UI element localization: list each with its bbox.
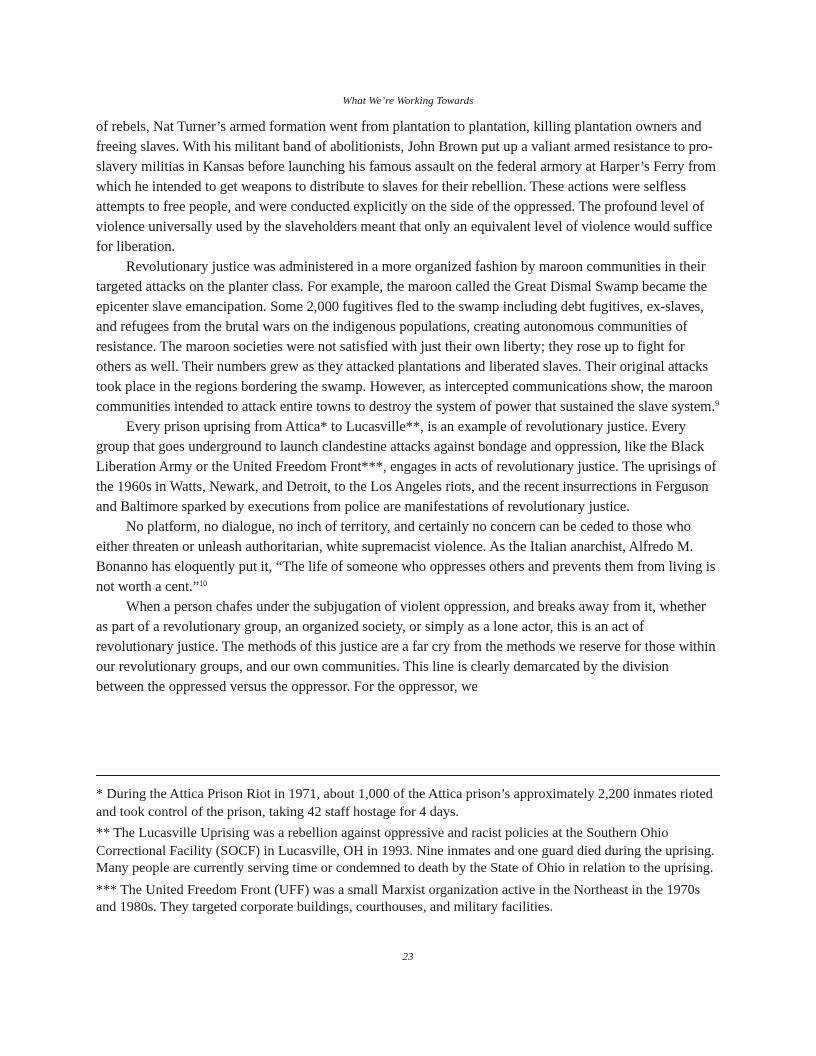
footnote-attica: * During the Attica Prison Riot in 1971, about 1,000 of the Attica prison’s approximately 2,200 inmates rioted and took control of the prison, taking 42 staff hostage for 4 days. [96, 787, 713, 820]
paragraph-5 [96, 597, 720, 697]
footnote-lucasville: ** The Lucasville Uprising was a rebellion against oppressive and racist policies at the Southern Ohio Correctional Facility (SOCF) in Lucasville, OH in 1993. Nine inmates and one guard died during the uprising. Many people are currently serving time or condemned to death by the State of Ohio in relation to the uprising. [96, 826, 715, 876]
running-header: What We’re Working Towards [342, 95, 474, 107]
body-text [96, 117, 720, 697]
paragraph-4-text: No platform, no dialogue, no inch of territory, and certainly no concern can be ceded to those who either threaten or unleash authoritarian, white supremacist violence. As the Italian anarchist, Alfredo M. Bonanno has eloquently put it, “The life of someone who oppresses others and prevents them from living is not worth a cent.” [96, 519, 716, 595]
footnote-uff: *** The United Freedom Front (UFF) was a small Marxist organization active in the Northeast in the 1970s and 1980s. They targeted corporate buildings, courthouses, and military facilities. [96, 882, 701, 915]
page-number: 23 [402, 951, 414, 963]
footnote-divider [96, 775, 720, 776]
paragraph-1 [96, 117, 720, 257]
paragraph-5-text: When a person chafes under the subjugation of violent oppression, and breaks away from it, whether as part of a revolutionary group, an organized society, or simply as a lone actor, this is an act of revolutionary justice. The methods of this justice are a far cry from the methods we reserve for those within our revolutionary groups, and our own communities. This line is clearly demarcated by the division between the oppressed versus the oppressor. For the oppressor, we [96, 599, 716, 695]
paragraph-4 [96, 517, 720, 597]
paragraph-2 [96, 257, 720, 417]
endnote-ref-9[interactable]: 9 [715, 399, 720, 408]
paragraph-1-text: of rebels, Nat Turner’s armed formation went from plantation to plantation, killing plantation owners and freeing slaves. With his militant band of abolitionists, John Brown put up a valiant armed resistance to pro-slavery militias in Kansas before launching his famous assault on the federal armory at Harper’s Ferry from which he intended to get weapons to distribute to slaves for their rebellion. These actions were selfless attempts to free people, and were conducted explicitly on the side of the oppressed. The profound level of violence universally used by the slaveholders meant that only an equivalent level of violence would suffice for liberation. [96, 119, 716, 255]
paragraph-3 [96, 417, 720, 517]
footnotes [96, 786, 720, 921]
paragraph-2-text: Revolutionary justice was administered in a more organized fashion by maroon communities in their targeted attacks on the planter class. For example, the maroon called the Great Dismal Swamp became the epicenter slave emancipation. Some 2,000 fugitives fled to the swamp including debt fugitives, ex-slaves, and refugees from the brutal wars on the indigenous populations, creating autonomous communities of resistance. The maroon societies were not satisfied with just their own liberty; they rose up to fight for others as well. Their numbers grew as they attacked plantations and liberated slaves. Their original attacks took place in the regions bordering the swamp. However, as intercepted communications show, the maroon communities intended to attack entire towns to destroy the system of power that sustained the slave system. [96, 259, 716, 415]
endnote-ref-10[interactable]: 10 [199, 579, 208, 588]
paragraph-3-text: Every prison uprising from Attica* to Lucasville**, is an example of revolutionary justice. Every group that goes underground to launch clandestine attacks against bondage and oppression, like the Black Liberation Army or the United Freedom Front***, engages in acts of revolutionary justice. The uprisings of the 1960s in Watts, Newark, and Detroit, to the Los Angeles riots, and the recent insurrections in Ferguson and Baltimore sparked by executions from police are manifestations of revolutionary justice. [96, 419, 717, 515]
